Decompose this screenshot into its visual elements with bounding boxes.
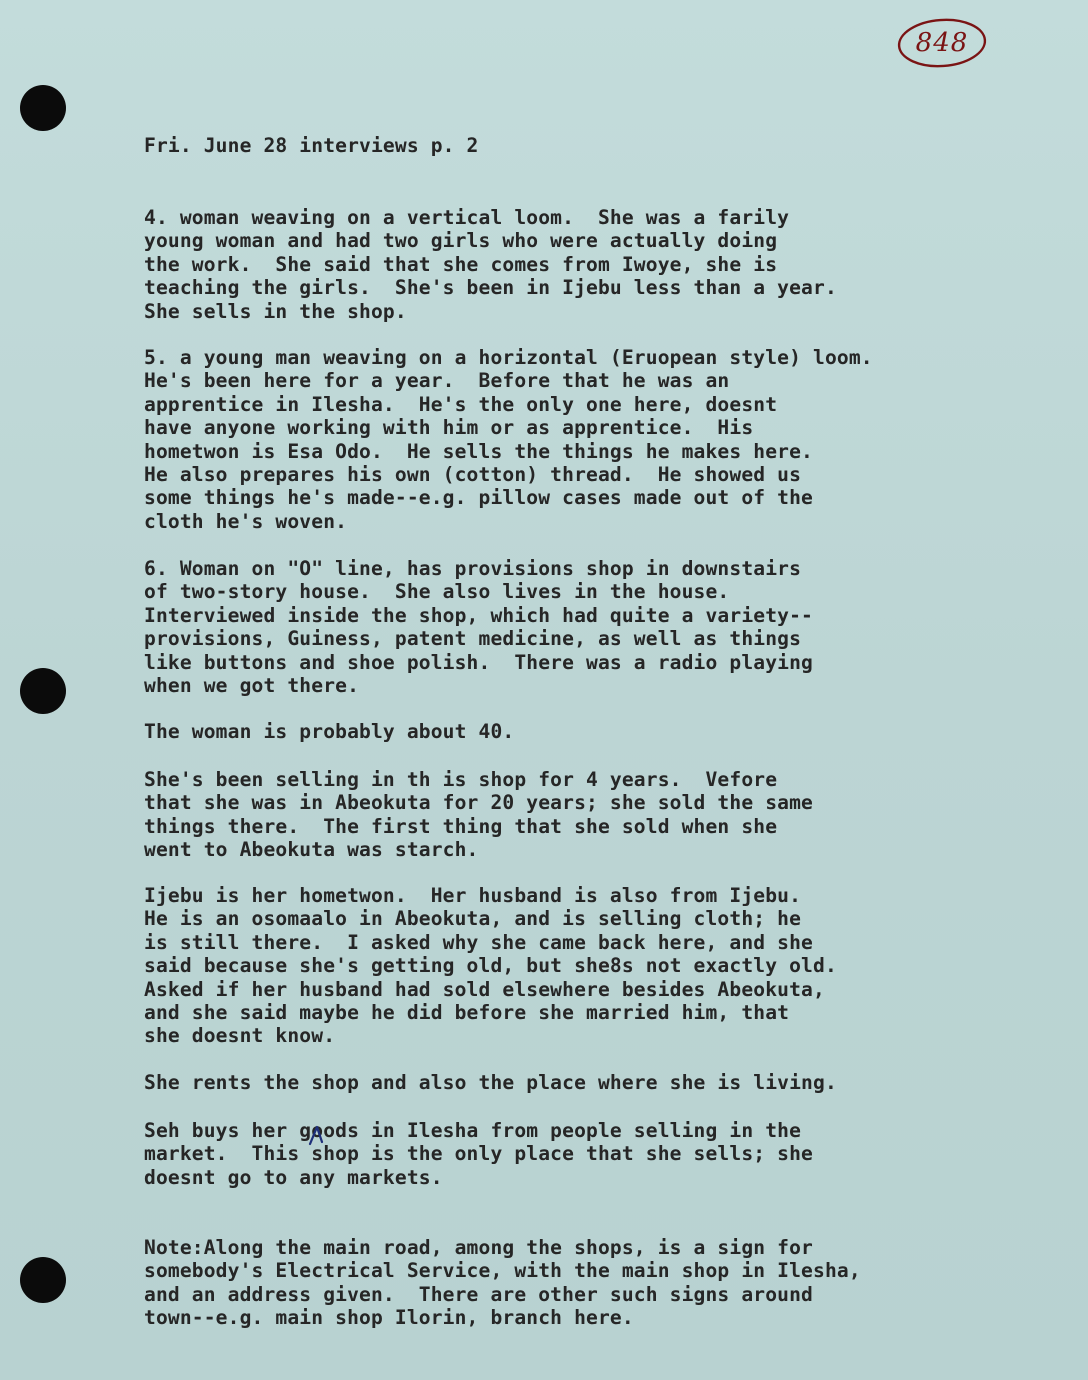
age-paragraph: The woman is probably about 40. bbox=[144, 720, 515, 743]
goods-source-paragraph: Seh buys her goods in Ilesha from people selling in the market. This shop is the only place that she sells; she doesnt go to any markets. bbox=[144, 1119, 813, 1189]
page-header: Fri. June 28 interviews p. 2 bbox=[144, 134, 479, 157]
interview-4-paragraph: 4. woman weaving on a vertical loom. She was a farily young woman and had two girls who were actually doing the work. She said that she comes from Iwoye, she is teaching the girls. She's been in Ijebu less than a year. She sells in the shop. bbox=[144, 206, 837, 323]
interview-5-paragraph: 5. a young man weaving on a horizontal (Eruopean style) loom. He's been here for a year. Before that he was an apprentice in Ilesha. He's the only one here, doesnt have anyone working with him or as apprentice. His hometwon is Esa Odo. He sells the things he makes here. He also prepares his own (cotton) thread. He showed us some things he's made--e.g. pillow cases made out of the cloth he's woven. bbox=[144, 346, 873, 533]
pen-correction-mark bbox=[308, 1124, 324, 1146]
hometown-paragraph: Ijebu is her hometwon. Her husband is also from Ijebu. He is an osomaalo in Abeokuta, and is selling cloth; he is still there. I asked why she came back here, and she said because she's getting old, but she8s not exactly old. Asked if her husband had sold elsewhere besides Abeokuta, and she said maybe he did before she married him, that she doesnt know. bbox=[144, 884, 837, 1048]
interview-6-paragraph: 6. Woman on "O" line, has provisions shop in downstairs of two-story house. She also lives in the house. Interviewed inside the shop, which had quite a variety-- provisions, Guiness, patent medicine, as well as things like buttons and shoe polish. There was a radio playing when we got there. bbox=[144, 557, 813, 698]
page-number: 848 bbox=[915, 28, 969, 58]
rent-paragraph: She rents the shop and also the place where she is living. bbox=[144, 1071, 837, 1094]
binder-hole-bottom bbox=[20, 1257, 66, 1303]
binder-hole-middle bbox=[20, 668, 66, 714]
page-number-stamp bbox=[896, 16, 988, 70]
note-paragraph: Note:Along the main road, among the shops, is a sign for somebody's Electrical Service, with the main shop in Ilesha, and an address given. There are other such signs around town--e.g. main shop Ilorin, branch here. bbox=[144, 1236, 861, 1330]
binder-hole-top bbox=[20, 85, 66, 131]
selling-history-paragraph: She's been selling in th is shop for 4 years. Vefore that she was in Abeokuta for 20 years; she sold the same things there. The first thing that she sold when she went to Abeokuta was starch. bbox=[144, 768, 813, 862]
